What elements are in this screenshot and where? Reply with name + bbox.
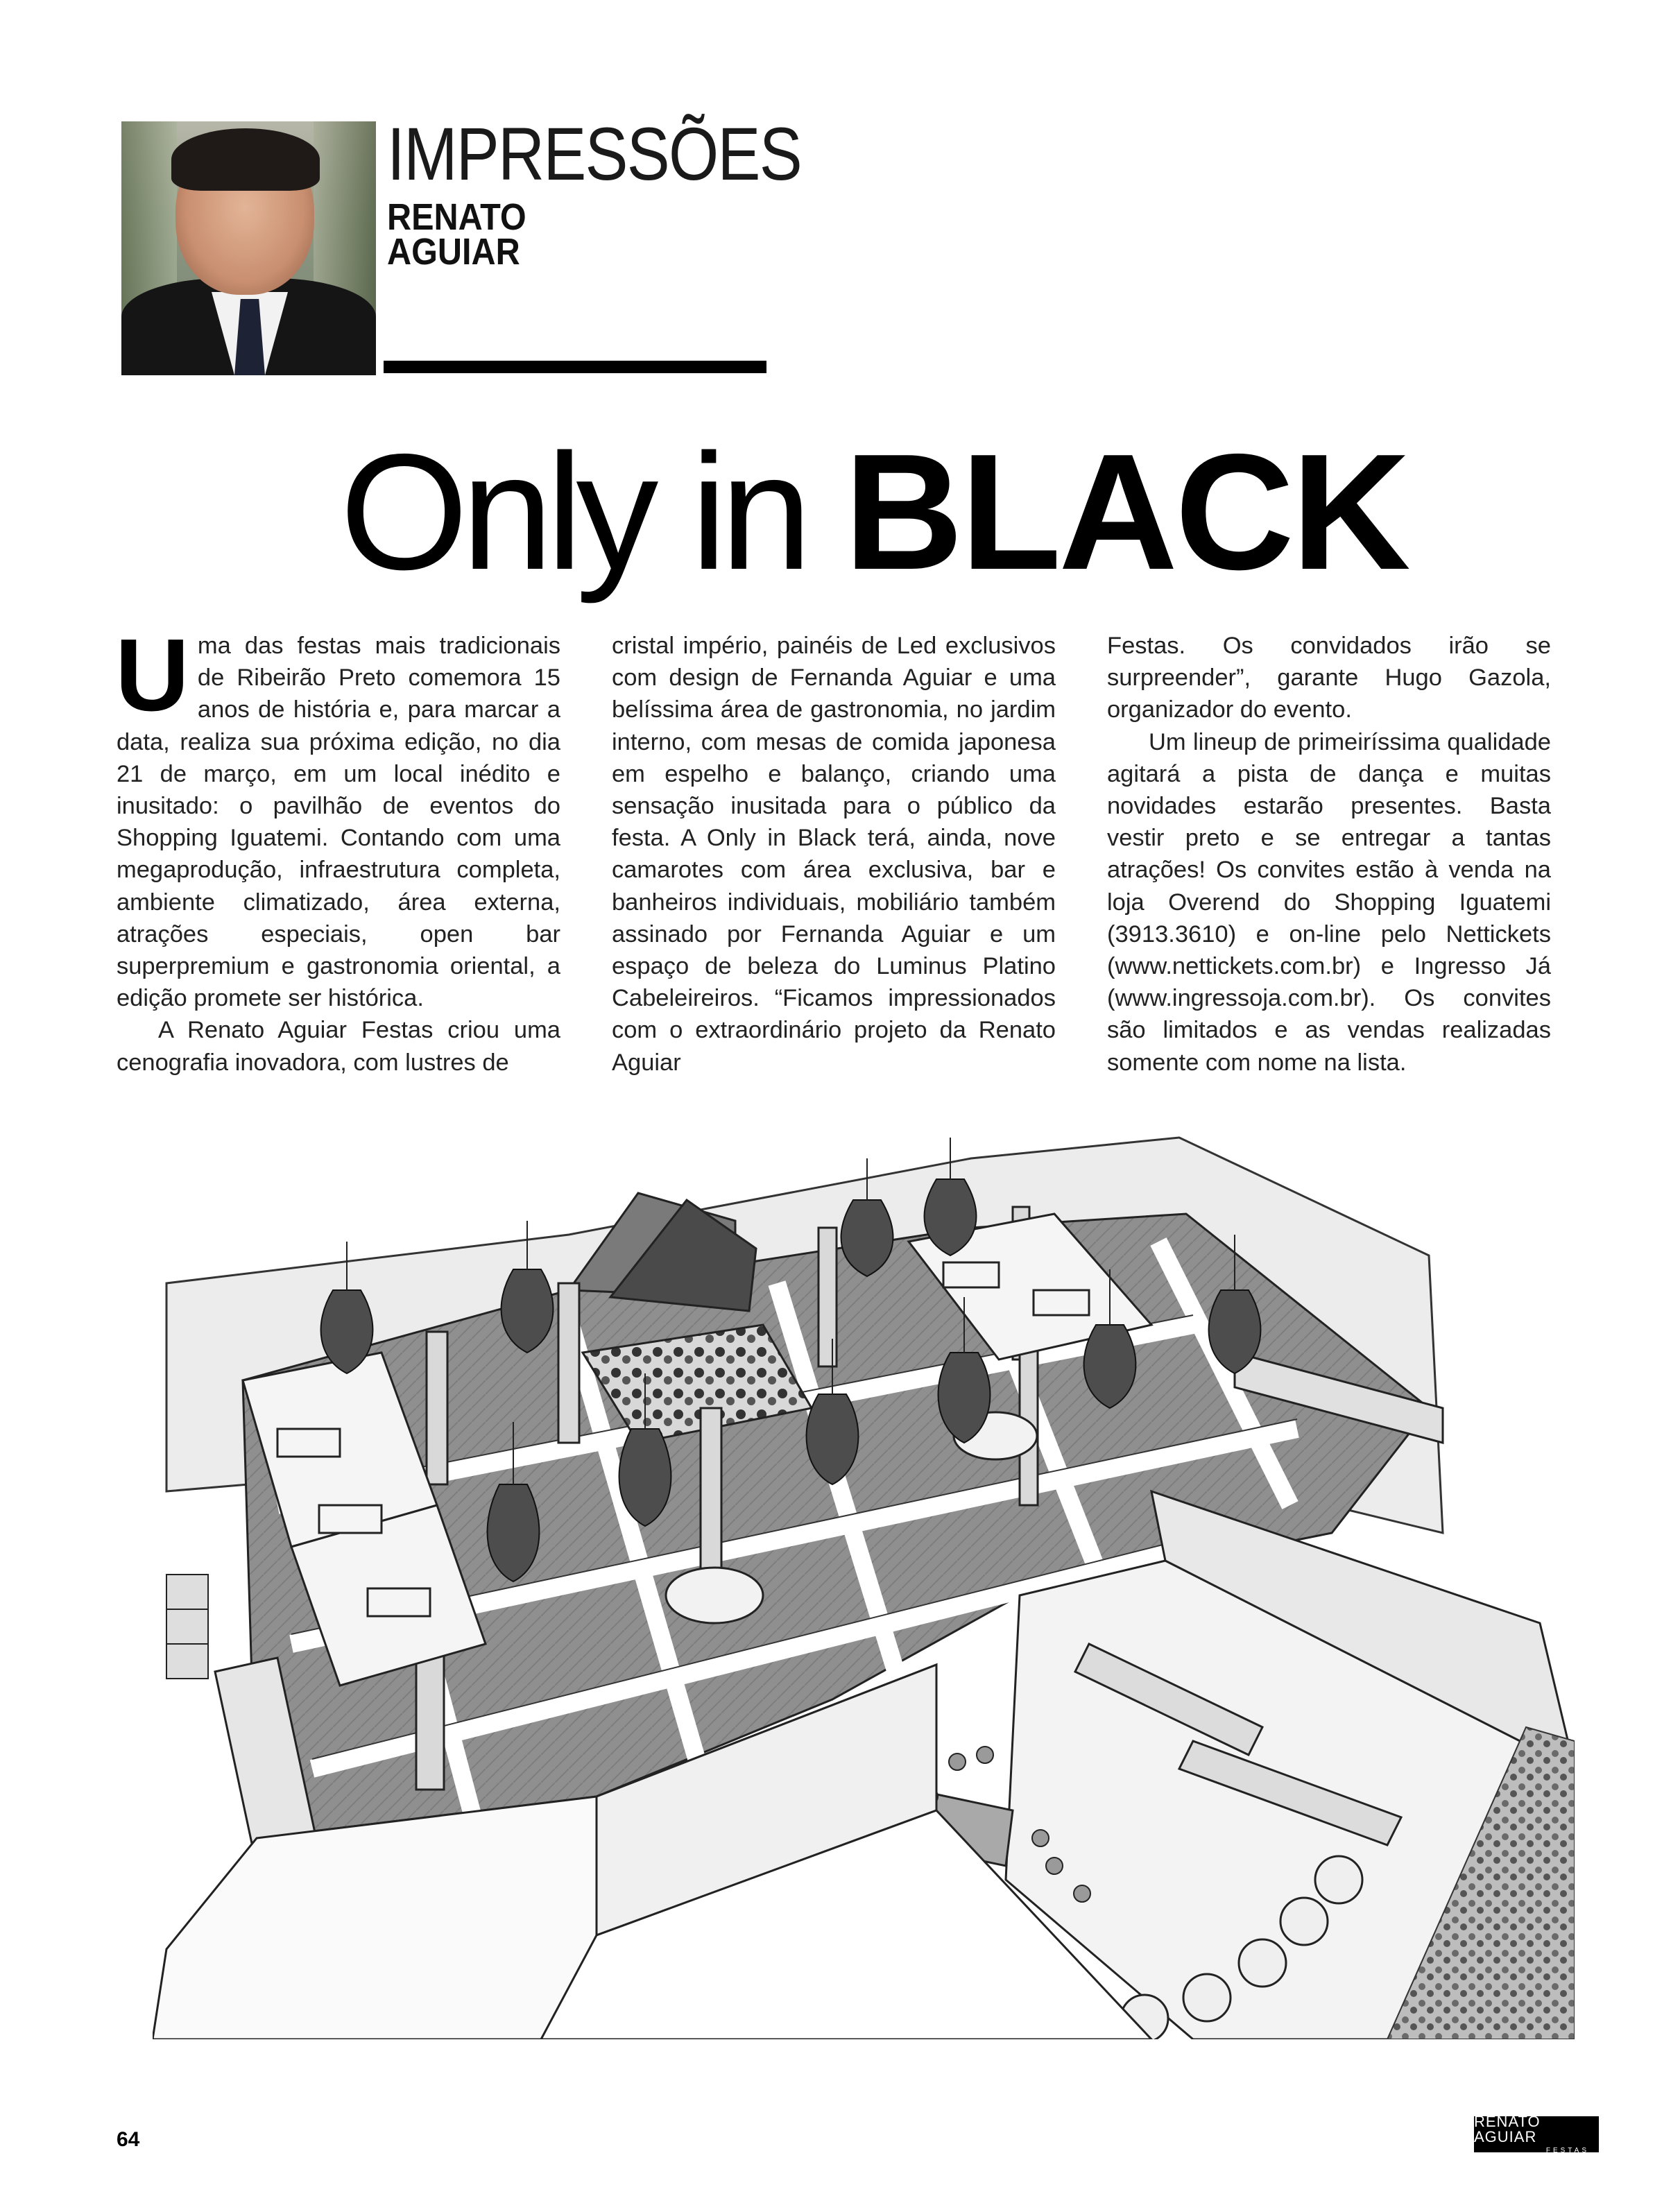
author-name-line1: RENATO <box>387 196 526 238</box>
paragraph: A Renato Aguiar Festas criou uma cenografia inovadora, com lustres de <box>117 1017 560 1076</box>
article-column-3 <box>1107 630 1551 1079</box>
brand-logo-name: RENATO AGUIAR <box>1474 2113 1541 2145</box>
article-column-1 <box>115 618 560 1079</box>
brand-logo <box>1474 2113 1599 2154</box>
author-name-line2: AGUIAR <box>387 231 520 273</box>
venue-illustration <box>153 1117 1575 2039</box>
paragraph: Festas. Os convidados irão se surpreender”, garante Hugo Gazola, organizador do evento. <box>1107 633 1551 723</box>
paragraph: ma das festas mais tradicionais de Ribeirão Preto comemora 15 anos de história e, para marcar a data, realiza sua próxima edição, no dia 21 de março, em um local inédito e inusitado: o pavilhão de eventos do Shopping Iguatemi. Contando com uma megaprodução, infraestrutura completa, ambiente climatizado, área externa, atrações especiais, open bar superpremium e gastronomia oriental, a edição promete ser histórica. <box>117 633 560 1012</box>
brand-logo-sub: FESTAS <box>1545 2147 1589 2154</box>
section-title: IMPRESSÕES <box>387 112 802 196</box>
page-number: 64 <box>117 2128 140 2151</box>
headline-light: Only in <box>340 420 844 604</box>
paragraph: cristal império, painéis de Led exclusivos com design de Fernanda Aguiar e uma belíssima área de gastronomia, no jardim interno, com mesas de comida japonesa em espelho e balanço, criando uma sensação inusitada para o público da festa. A Only in Black terá, ainda, nove camarotes com área exclusiva, bar e banheiros individuais, mobiliário também assinado por Fernanda Aguiar e um espaço de beleza do Luminus Platino Cabeleireiros. “Ficamos impressionados com o extraordinário projeto da Renato Aguiar <box>612 633 1056 1076</box>
headline-bold: BLACK <box>843 420 1408 604</box>
drop-cap: U <box>115 618 189 732</box>
article-headline <box>340 420 1408 604</box>
header-rule <box>384 361 766 373</box>
author-portrait <box>121 121 376 375</box>
author-name <box>387 196 526 273</box>
article-column-2 <box>612 630 1056 1079</box>
paragraph: Um lineup de primeiríssima qualidade agitará a pista de dança e muitas novidades estarão presentes. Basta vestir preto e se entregar a tantas atrações! Os convites estão à venda na loja Overend do Shopping Iguatemi (3913.3610) e on-line pelo Nettickets (www.nettickets.com.br) e Ingresso Já (www.ingressoja.com.br). Os convites são limitados e as vendas realizadas somente com nome na lista. <box>1107 728 1551 1076</box>
